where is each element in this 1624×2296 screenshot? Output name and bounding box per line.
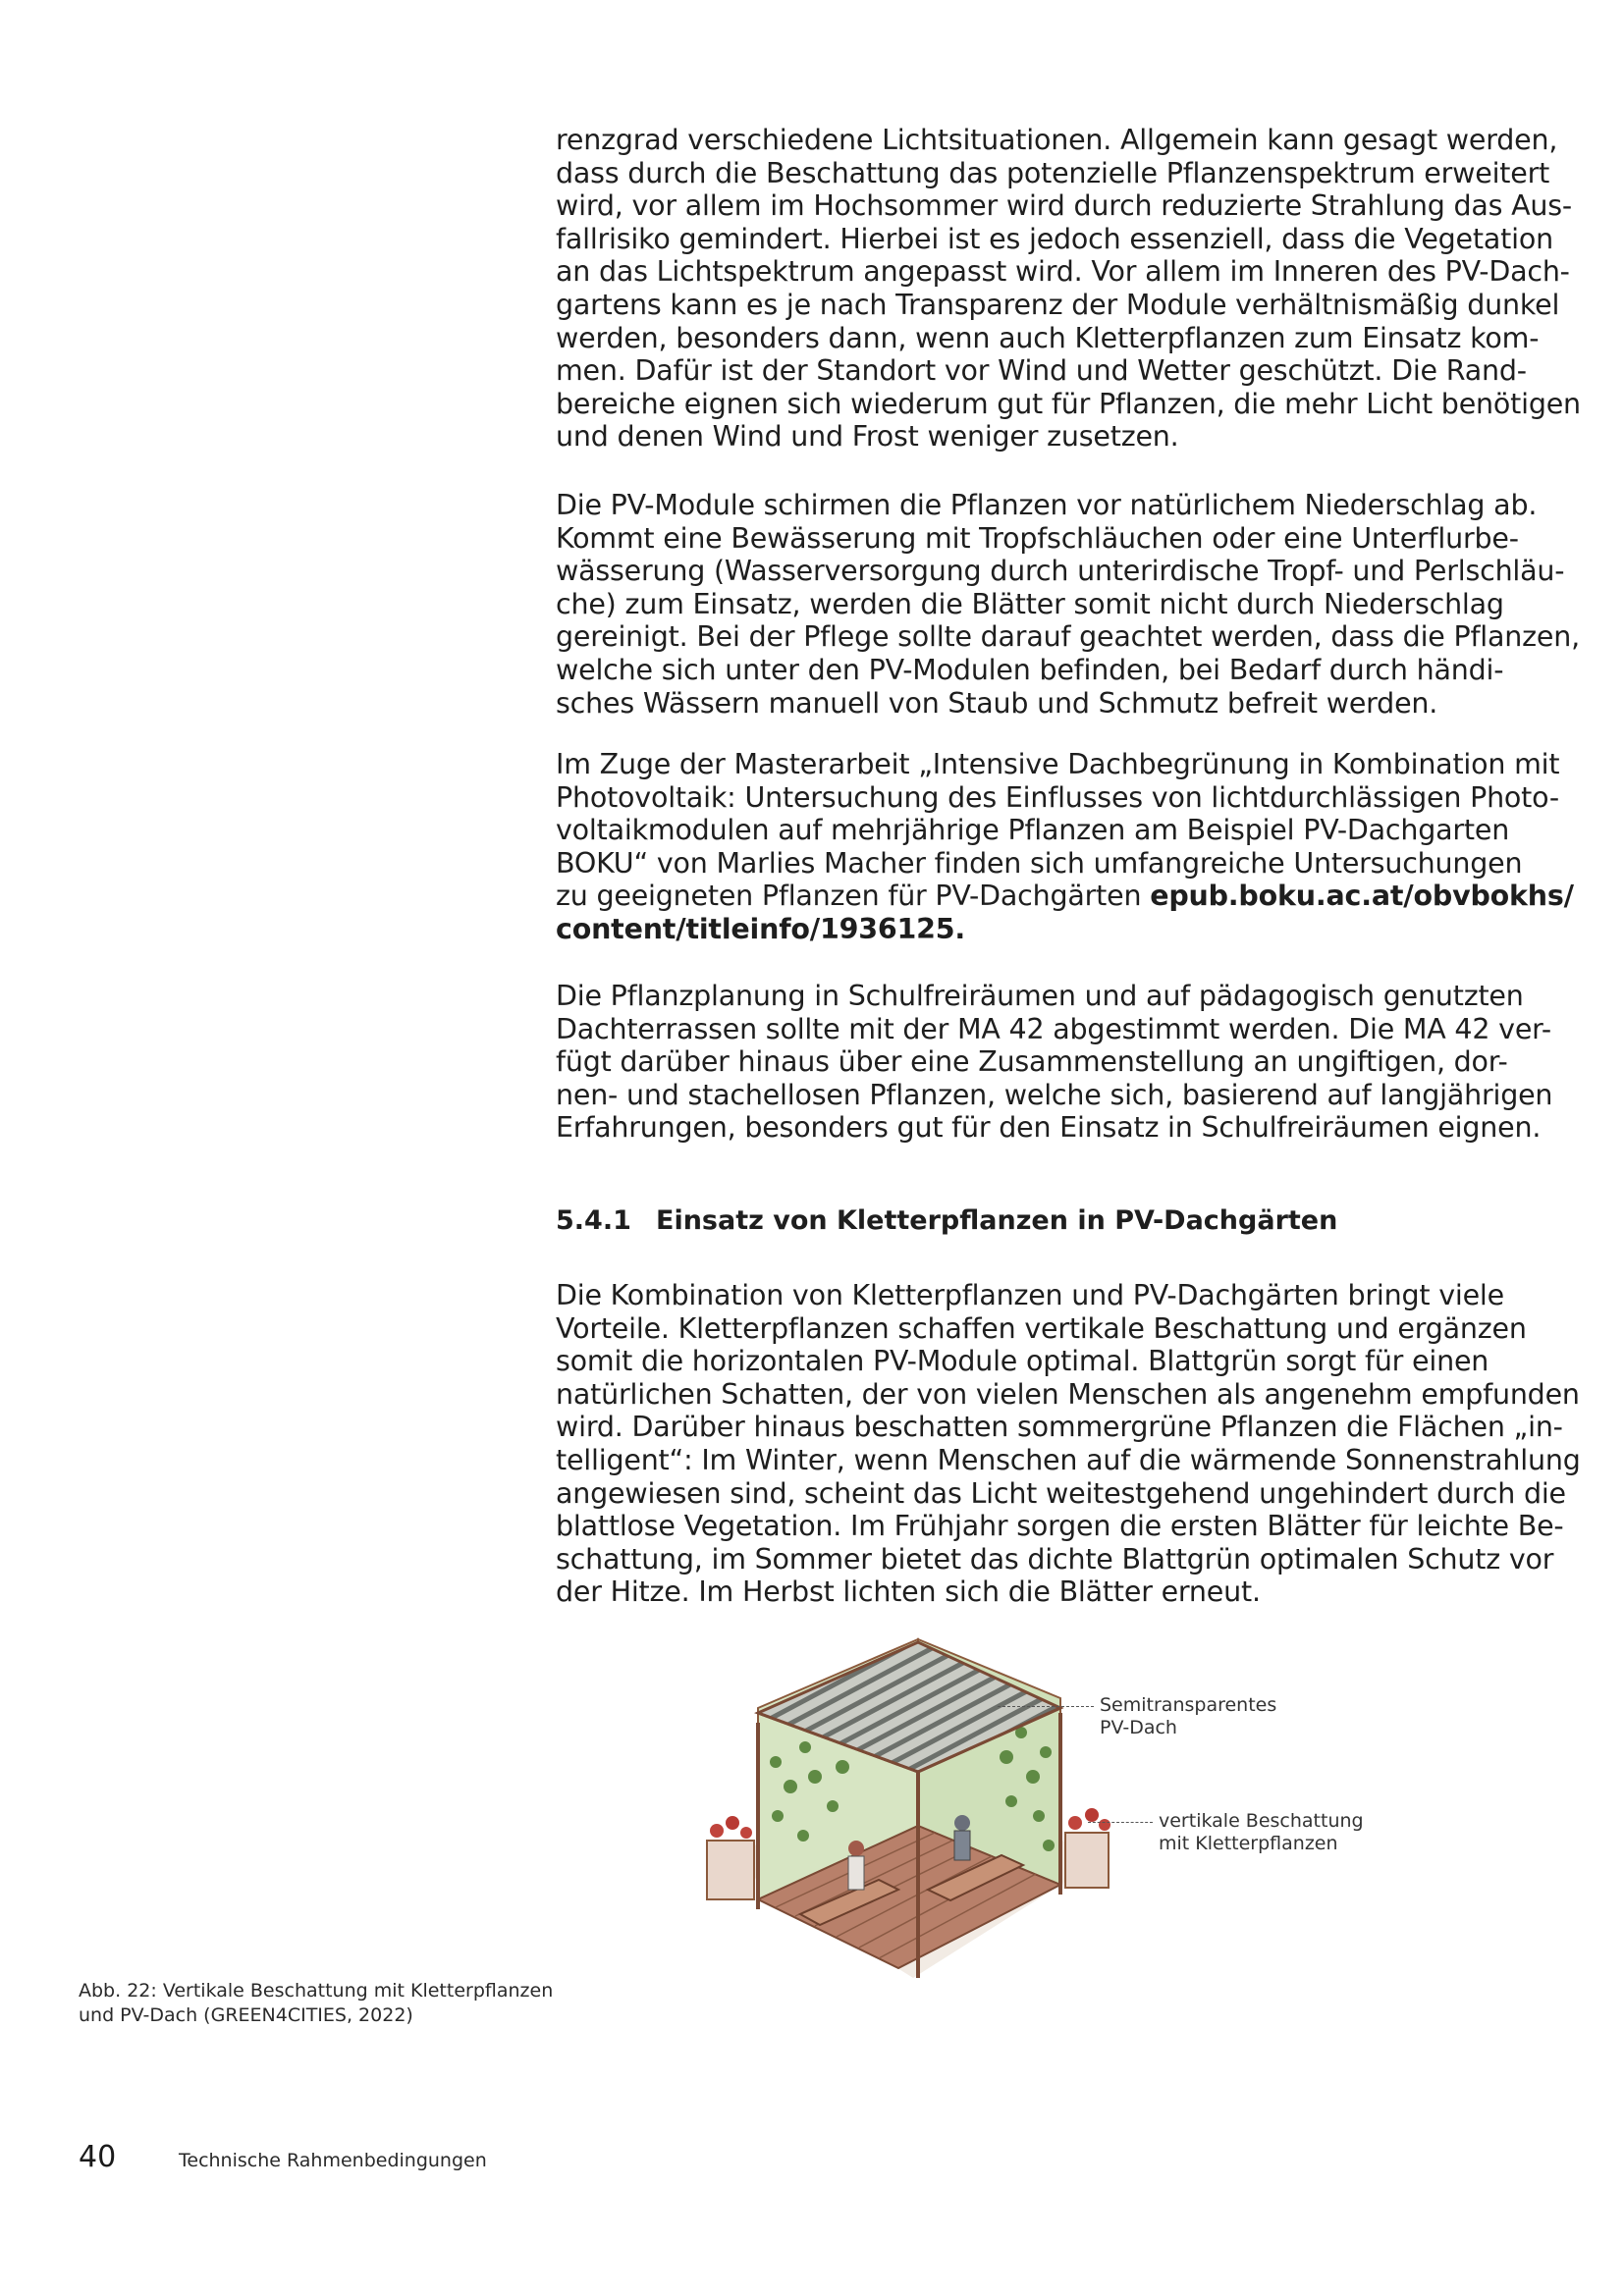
text-line: men. Dafür ist der Standort vor Wind und Wetter geschützt. Die Rand- xyxy=(556,354,1527,388)
paragraph-light-situations xyxy=(556,124,1581,454)
paragraph-irrigation xyxy=(556,489,1580,720)
text-line: Photovoltaik: Untersuchung des Einflusses von lichtdurchlässigen Photo- xyxy=(556,780,1559,814)
text-line: sches Wässern manuell von Staub und Schmutz befreit werden. xyxy=(556,686,1438,720)
text-line: Im Zuge der Masterarbeit „Intensive Dachbegrünung in Kombination mit xyxy=(556,748,1560,780)
text-line: Die Pflanzplanung in Schulfreiräumen und auf pädagogisch genutzten xyxy=(556,980,1524,1012)
page-number: 40 xyxy=(79,2140,117,2174)
text-line xyxy=(556,880,1574,913)
text-segment: zu geeigneten Pflanzen für PV-Dachgärten xyxy=(556,880,1151,913)
text-line: natürlichen Schatten, der von vielen Menschen als angenehm empfunden xyxy=(556,1377,1580,1411)
label-line: PV-Dach xyxy=(1100,1717,1177,1738)
text-line: wird. Darüber hinaus beschatten sommergrüne Pflanzen die Flächen „in- xyxy=(556,1411,1563,1444)
text-line: somit die horizontalen PV-Module optimal. Blattgrün sorgt für einen xyxy=(556,1345,1489,1378)
text-line: gartens kann es je nach Transparenz der Module verhältnismäßig dunkel xyxy=(556,288,1560,321)
label-line: Semitransparentes xyxy=(1100,1694,1277,1716)
paragraph-climbing-plants xyxy=(556,1279,1581,1609)
caption-line: und PV-Dach (GREEN4CITIES, 2022) xyxy=(79,2004,413,2026)
text-line: an das Lichtspektrum angepasst wird. Vor allem im Inneren des PV-Dach- xyxy=(556,255,1570,289)
text-line: renzgrad verschiedene Lichtsituationen. Allgemein kann gesagt werden, xyxy=(556,124,1558,156)
text-line: dass durch die Beschattung das potenzielle Pflanzenspektrum erweitert xyxy=(556,156,1550,189)
text-line: schattung, im Sommer bietet das dichte Blattgrün optimalen Schutz vor xyxy=(556,1542,1554,1575)
paragraph-master-thesis xyxy=(556,748,1574,946)
text-line: Die PV-Module schirmen die Pflanzen vor natürlichem Niederschlag ab. xyxy=(556,489,1538,521)
text-line: wässerung (Wasserversorgung durch unterirdische Tropf- und Perlschläu- xyxy=(556,555,1565,588)
label-line: mit Kletterpflanzen xyxy=(1159,1833,1338,1854)
planter-right xyxy=(1065,1808,1110,1888)
text-line: werden, besonders dann, wenn auch Kletterpflanzen zum Einsatz kom- xyxy=(556,321,1540,354)
thesis-link[interactable]: epub.boku.ac.at/obvbokhs/ xyxy=(1150,880,1574,913)
footer-section-title: Technische Rahmenbedingungen xyxy=(179,2150,487,2171)
text-line: telligent“: Im Winter, wenn Menschen auf die wärmende Sonnenstrahlung xyxy=(556,1443,1581,1476)
text-line: BOKU“ von Marlies Macher finden sich umfangreiche Untersuchungen xyxy=(556,846,1523,880)
caption-line: Abb. 22: Vertikale Beschattung mit Kletterpflanzen xyxy=(79,1980,554,2002)
text-line: blattlose Vegetation. Im Frühjahr sorgen die ersten Blätter für leichte Be- xyxy=(556,1510,1564,1543)
text-line: Kommt eine Bewässerung mit Tropfschläuchen oder eine Unterflurbe- xyxy=(556,521,1519,555)
label-line: vertikale Beschattung xyxy=(1159,1810,1364,1832)
text-line: bereiche eignen sich wiederum gut für Pflanzen, die mehr Licht benötigen xyxy=(556,387,1581,420)
leader-line-vegetation xyxy=(1088,1822,1153,1823)
text-line: der Hitze. Im Herbst lichten sich die Blätter erneut. xyxy=(556,1575,1261,1609)
text-line: gereinigt. Bei der Pflege sollte darauf geachtet werden, dass die Pflanzen, xyxy=(556,620,1580,654)
figure-label-vertical-shading xyxy=(1159,1810,1364,1855)
text-line: nen- und stachellosen Pflanzen, welche sich, basierend auf langjährigen xyxy=(556,1078,1553,1111)
figure-label-pv-roof xyxy=(1100,1694,1276,1739)
text-line: Vorteile. Kletterpflanzen schaffen vertikale Beschattung und ergänzen xyxy=(556,1311,1527,1345)
section-heading xyxy=(556,1205,1337,1236)
text-line: fallrisiko gemindert. Hierbei ist es jedoch essenziell, dass die Vegetation xyxy=(556,222,1553,255)
paragraph-ma42 xyxy=(556,980,1552,1145)
section-number: 5.4.1 xyxy=(556,1205,631,1236)
text-line: voltaikmodulen auf mehrjährige Pflanzen am Beispiel PV-Dachgarten xyxy=(556,814,1510,847)
text-line: Die Kombination von Kletterpflanzen und PV-Dachgärten bringt viele xyxy=(556,1279,1504,1311)
planter-left xyxy=(707,1816,754,1899)
text-line: und denen Wind und Frost weniger zusetzen. xyxy=(556,420,1179,454)
text-line: fügt darüber hinaus über eine Zusammenstellung an ungiftigen, dor- xyxy=(556,1045,1508,1079)
section-title: Einsatz von Kletterpflanzen in PV-Dachgärten xyxy=(656,1205,1338,1236)
text-line: angewiesen sind, scheint das Licht weitestgehend ungehindert durch die xyxy=(556,1476,1566,1510)
text-line: welche sich unter den PV-Modulen befinden, bei Bedarf durch händi- xyxy=(556,653,1504,686)
text-line: Dachterrassen sollte mit der MA 42 abgestimmt werden. Die MA 42 ver- xyxy=(556,1012,1551,1045)
text-line: wird, vor allem im Hochsommer wird durch reduzierte Strahlung das Aus- xyxy=(556,189,1573,223)
thesis-link-continued[interactable]: content/titleinfo/1936125. xyxy=(556,912,966,945)
text-line: Erfahrungen, besonders gut für den Einsatz in Schulfreiräumen eignen. xyxy=(556,1111,1542,1145)
figure-caption xyxy=(79,1979,553,2028)
text-line: che) zum Einsatz, werden die Blätter somit nicht durch Niederschlag xyxy=(556,587,1504,620)
leader-line-pv xyxy=(998,1706,1094,1707)
